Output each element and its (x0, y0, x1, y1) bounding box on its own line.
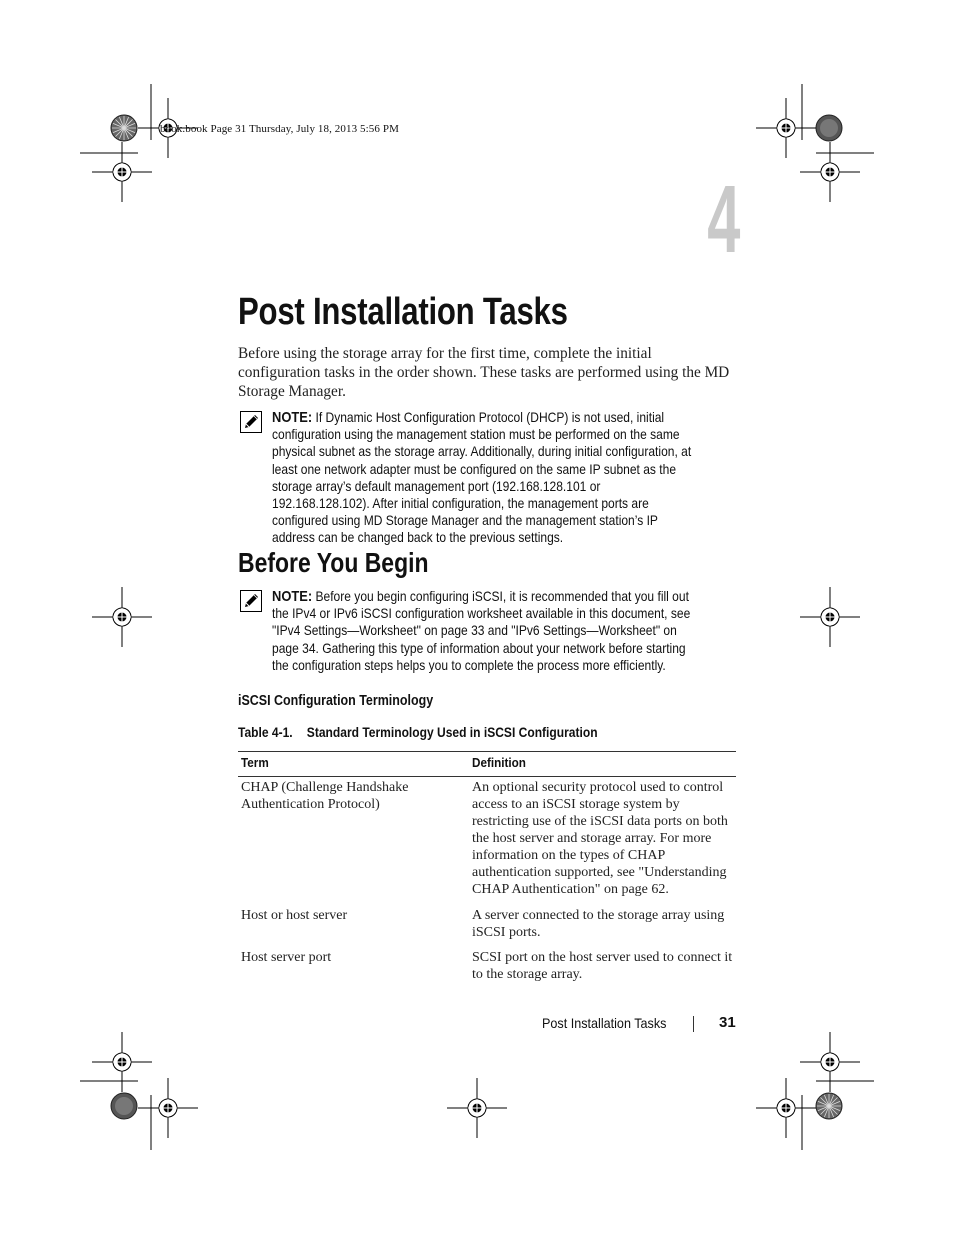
table-header-rule (238, 776, 736, 777)
section-title: Before You Begin (238, 547, 429, 578)
intro-paragraph: Before using the storage array for the first time, complete the initial configuration tasks in the order shown. These tasks are performed using the MD Storage Manager. (238, 345, 730, 400)
subsection-title: iSCSI Configuration Terminology (238, 693, 434, 709)
footer-page-number: 31 (719, 1014, 736, 1031)
chapter-title: Post Installation Tasks (238, 291, 568, 333)
table-cell-term: Host server port (241, 950, 332, 965)
footer-separator (693, 1016, 694, 1032)
note-iscsi-text (272, 588, 697, 674)
note-pencil-icon (240, 590, 262, 612)
footer-chapter-title: Post Installation Tasks (542, 1015, 667, 1031)
note-label: NOTE: (272, 588, 313, 605)
table-header-definition: Definition (472, 755, 526, 770)
print-slug: book.book Page 31 Thursday, July 18, 2013 5:56 PM (160, 123, 399, 135)
note-body: If Dynamic Host Configuration Protocol (DHCP) is not used, initial configuration using the management station must be performed on the same physical subnet as the storage array. Additionally, during initial configuration, at least one network adapter must be configured on the same IP subnet as the storage array’s default management port (192.168.128.101 or 192.168.128.102). After initial configuration, the management ports are configured using MD Storage Manager and the management station’s IP address can be changed back to the previous settings. (272, 409, 692, 546)
table-cell-definition: An optional security protocol used to control access to an iSCSI storage system by restricting use of the iSCSI data ports on both the host server and storage array. For more information on the types of CHAP authentication supported, see "Understanding CHAP Authentication" on page 62. (472, 780, 728, 897)
note-pencil-icon (240, 411, 262, 433)
table-caption (238, 724, 598, 740)
table-cell-definition: A server connected to the storage array using iSCSI ports. (472, 908, 725, 940)
note-label: NOTE: (272, 409, 313, 426)
table-top-rule (238, 751, 736, 752)
table-caption-number: Table 4-1. (238, 724, 293, 740)
chapter-number: 4 (706, 166, 740, 273)
table-header-term: Term (241, 755, 269, 770)
table-cell-definition: SCSI port on the host server used to connect it to the storage array. (472, 950, 733, 982)
table-caption-text: Standard Terminology Used in iSCSI Configuration (306, 724, 598, 740)
note-dhcp-text (272, 409, 697, 547)
table-cell-term: CHAP (Challenge Handshake Authentication Protocol) (241, 780, 409, 812)
table-cell-term: Host or host server (241, 908, 348, 923)
note-body: Before you begin configuring iSCSI, it is recommended that you fill out the IPv4 or IPv6 iSCSI configuration worksheet available in this document, see "IPv4 Settings—Worksheet" on page 33 and "IPv6 Settings—Worksheet" on page 34. Gathering this type of information about your network before starting the configuration steps helps you to complete the process more efficiently. (272, 588, 691, 673)
